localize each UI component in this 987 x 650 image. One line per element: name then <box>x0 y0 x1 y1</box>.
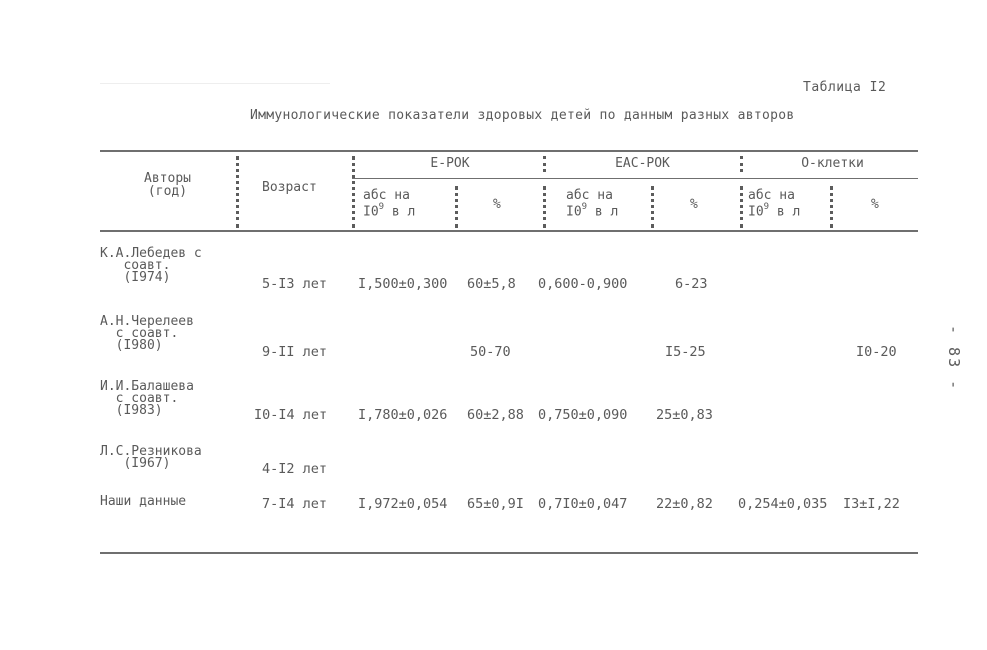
unit-base: I0 <box>566 204 582 220</box>
row-3-age: I0-I4 лет <box>254 407 328 423</box>
col-sep-group-2-lower <box>740 186 743 228</box>
row-5-age: 7-I4 лет <box>262 496 328 512</box>
unit-rest: в л <box>587 204 619 220</box>
subheader-o-pct: % <box>871 197 879 212</box>
col-sep-group-1-lower <box>543 186 546 228</box>
row-5-author: Наши данные <box>100 494 187 509</box>
subheader-eac-abs <box>566 189 618 218</box>
row-3-erok-pct: 60±2,88 <box>467 407 524 423</box>
subheader-o-abs <box>748 189 800 218</box>
row-3-author: И.И.Балашева с соавт. (I983) <box>100 379 194 418</box>
table-bottom-rule <box>100 552 918 554</box>
header-group-erok: Е-РОК <box>430 156 470 171</box>
unit-base: I0 <box>363 204 379 220</box>
table-label: Таблица I2 <box>803 80 887 95</box>
unit-rest: в л <box>384 204 416 220</box>
row-5-o-abs: 0,254±0,035 <box>738 496 828 512</box>
row-1-erok-pct: 60±5,8 <box>467 276 516 292</box>
unit-exponent: 9 <box>763 202 770 212</box>
subheader-eac-abs-line2 <box>566 202 618 218</box>
row-3-eac-pct: 25±0,83 <box>656 407 713 423</box>
subheader-rule <box>352 178 918 179</box>
row-5-erok-pct: 65±0,9I <box>467 496 524 512</box>
subheader-o-abs-line1: абс на <box>748 188 795 203</box>
subheader-o-abs-line2 <box>748 202 800 218</box>
header-age: Возраст <box>262 180 317 195</box>
unit-exponent: 9 <box>378 202 385 212</box>
col-sep-age <box>352 156 355 228</box>
row-2-age: 9-II лет <box>262 344 328 360</box>
row-4-age: 4-I2 лет <box>262 461 328 477</box>
table-top-rule <box>100 150 918 152</box>
row-2-o-pct: I0-20 <box>856 344 897 360</box>
subheader-erok-abs <box>363 189 415 218</box>
subheader-eac-abs-line1: абс на <box>566 188 613 203</box>
row-3-erok-abs: I,780±0,026 <box>358 407 448 423</box>
header-group-o: О-клетки <box>801 156 864 171</box>
header-authors: Авторы (год) <box>144 171 191 199</box>
table-title: Иммунологические показатели здоровых детей по данным разных авторов <box>250 108 795 123</box>
unit-base: I0 <box>748 204 764 220</box>
faint-scan-mark <box>100 83 330 84</box>
row-5-erok-abs: I,972±0,054 <box>358 496 448 512</box>
row-3-eac-abs: 0,750±0,090 <box>538 407 628 423</box>
unit-exponent: 9 <box>581 202 588 212</box>
row-5-o-pct: I3±I,22 <box>843 496 900 512</box>
header-bottom-rule <box>100 230 918 232</box>
row-5-eac-pct: 22±0,82 <box>656 496 713 512</box>
row-1-author: К.А.Лебедев с соавт. (I974) <box>100 246 202 285</box>
row-2-erok-pct: 50-70 <box>470 344 511 360</box>
col-sep-erok-sub <box>455 186 458 228</box>
subheader-erok-abs-line2 <box>363 202 415 218</box>
row-2-eac-pct: I5-25 <box>665 344 706 360</box>
row-1-eac-pct: 6-23 <box>675 276 708 292</box>
col-sep-group-2 <box>740 156 743 172</box>
col-sep-authors <box>236 156 239 228</box>
row-1-age: 5-I3 лет <box>262 276 328 292</box>
row-5-eac-abs: 0,7I0±0,047 <box>538 496 628 512</box>
row-1-erok-abs: I,500±0,300 <box>358 276 448 292</box>
unit-rest: в л <box>769 204 801 220</box>
row-4-author: Л.С.Резникова (I967) <box>100 444 202 471</box>
header-group-eac: ЕАС-РОК <box>615 156 670 171</box>
col-sep-eac-sub <box>651 186 654 228</box>
row-1-eac-abs: 0,600-0,900 <box>538 276 628 292</box>
subheader-erok-pct: % <box>493 197 501 212</box>
row-2-author: А.Н.Черелеев с соавт. (I980) <box>100 314 194 353</box>
subheader-erok-abs-line1: абс на <box>363 188 410 203</box>
col-sep-group-1 <box>543 156 546 172</box>
page-number: - 83 - <box>945 325 963 392</box>
subheader-eac-pct: % <box>690 197 698 212</box>
col-sep-o-sub <box>830 186 833 228</box>
